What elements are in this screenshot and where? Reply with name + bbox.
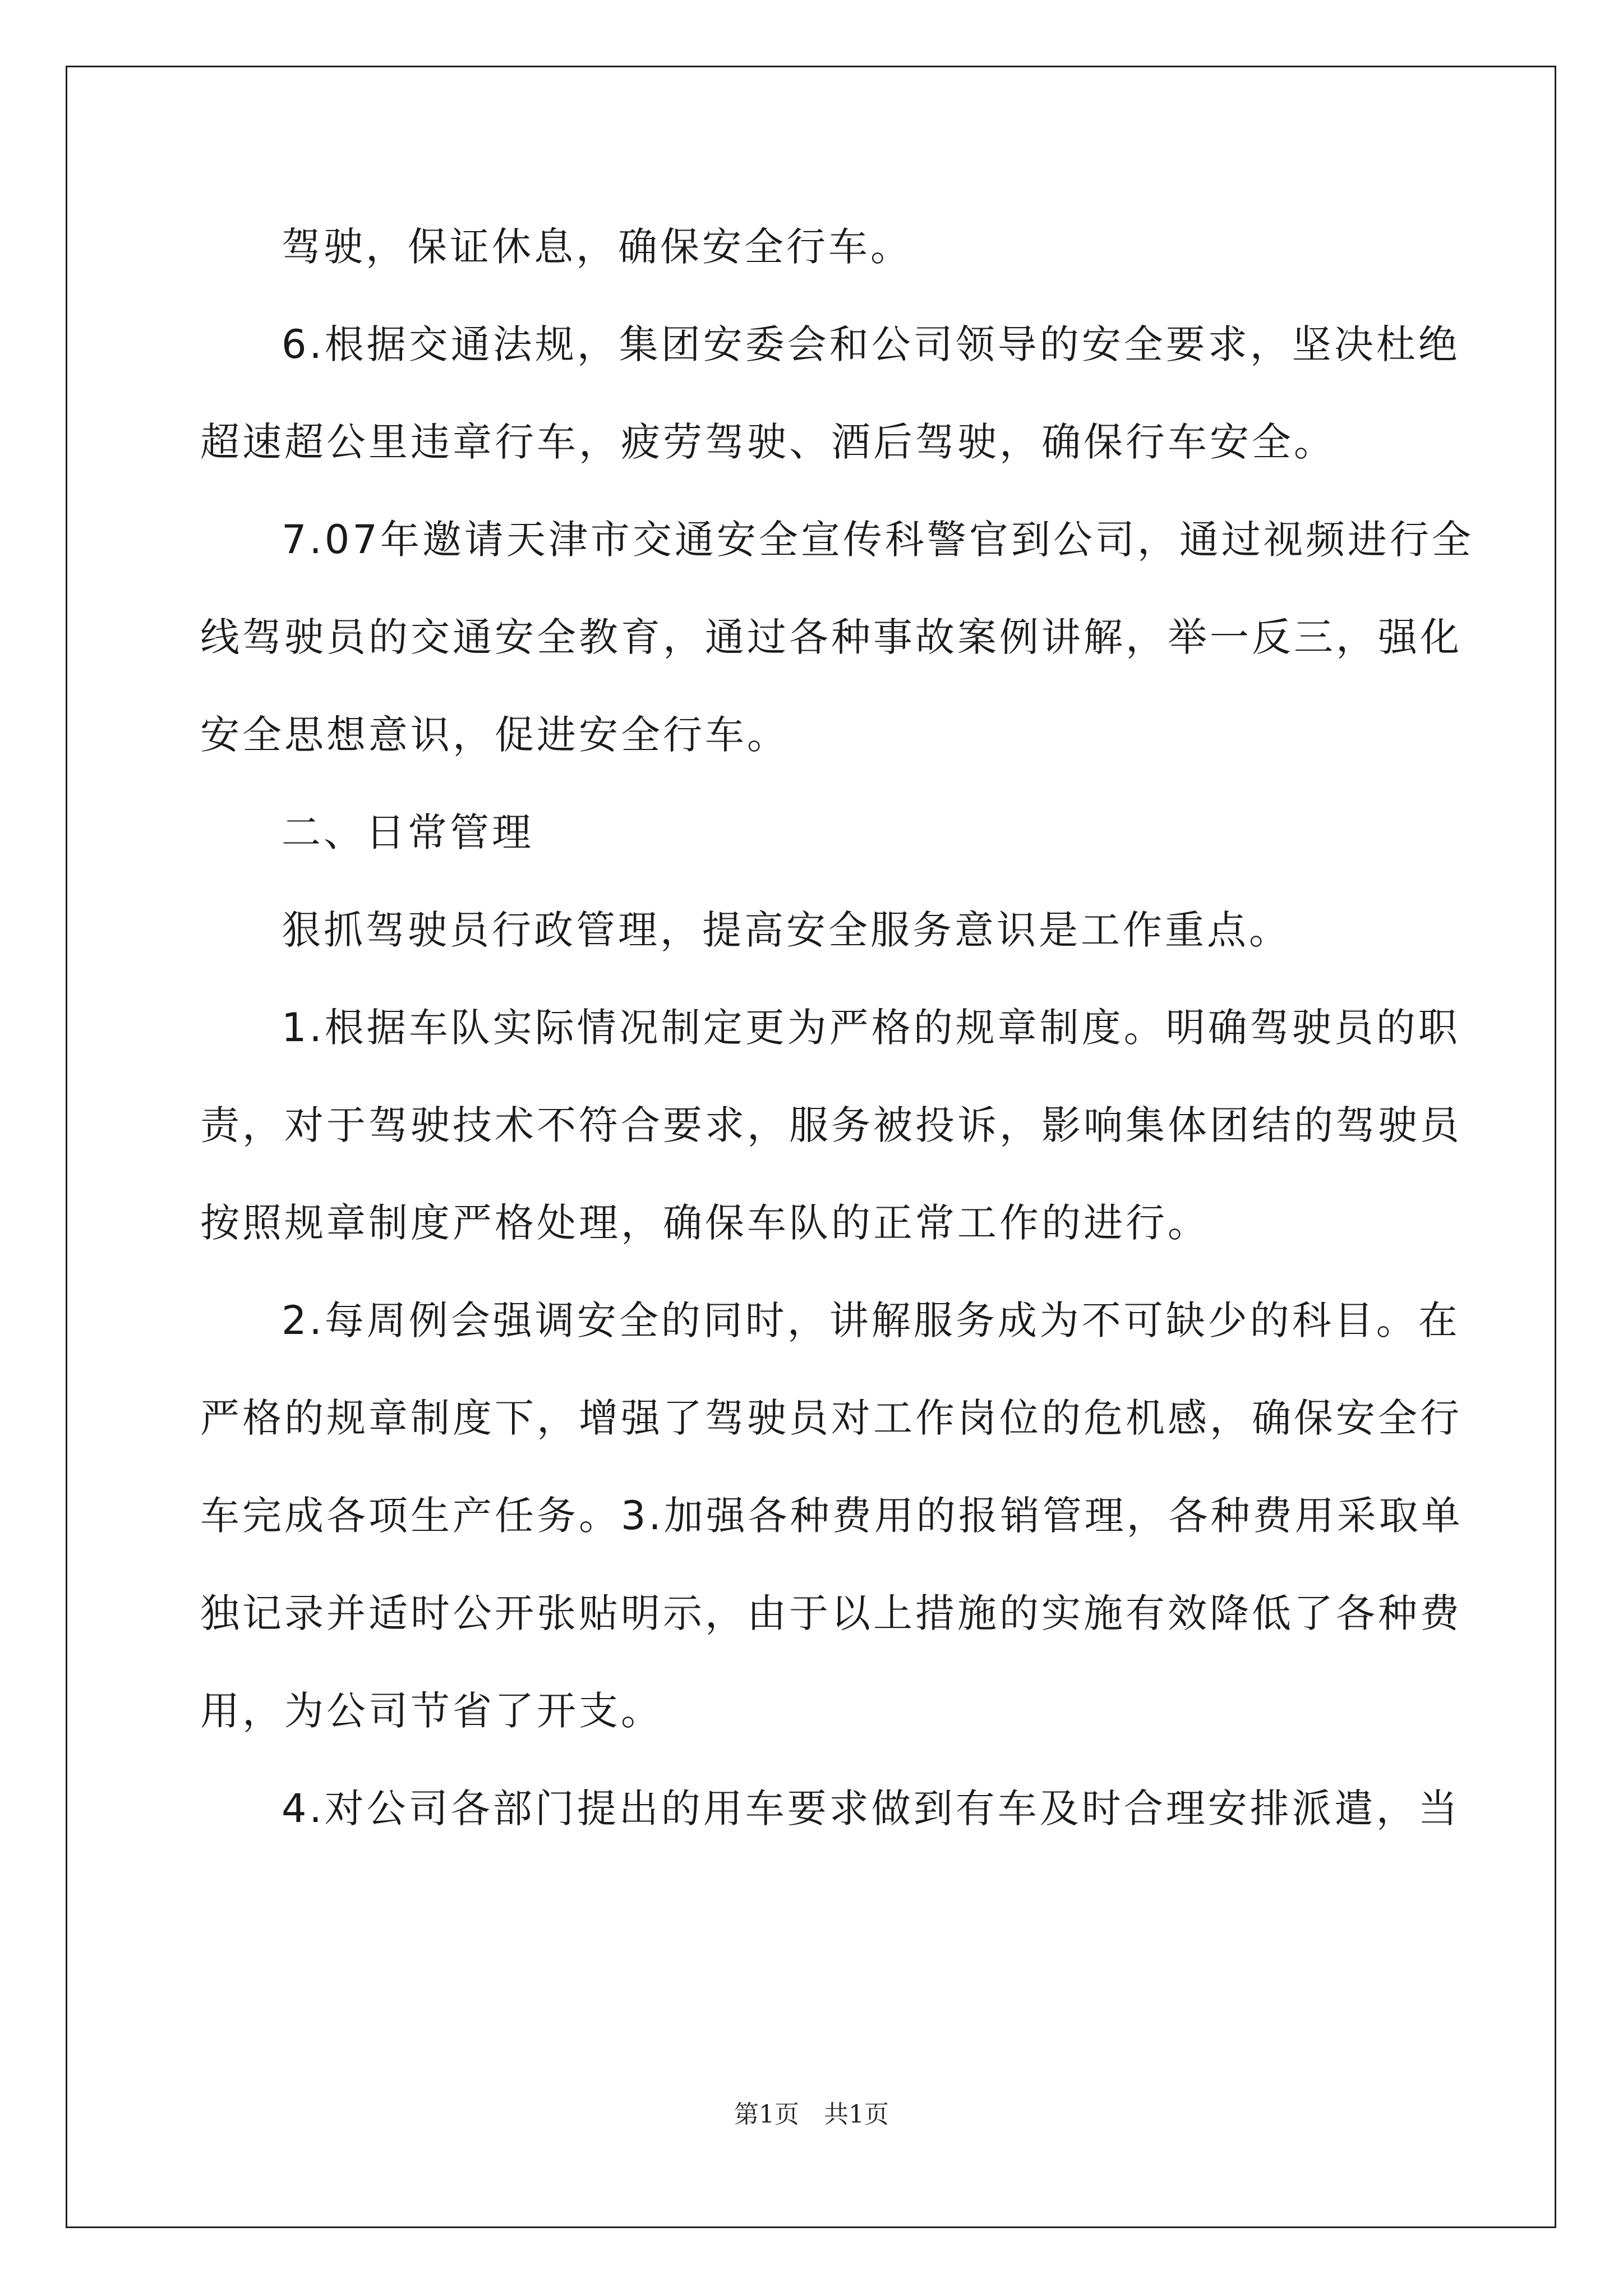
text-line: 车完成各项生产任务。3.加强各种费用的报销管理，各种费用采取单 xyxy=(200,1493,1463,1539)
text-line: 7.07年邀请天津市交通安全宣传科警官到公司，通过视频进行全 xyxy=(282,517,1474,563)
text-line: 独记录并适时公开张贴明示，由于以上措施的实施有效降低了各种费 xyxy=(200,1590,1462,1636)
text-line: 线驾驶员的交通安全教育，通过各种事故案例讲解，举一反三，强化 xyxy=(200,614,1462,660)
text-line: 2.每周例会强调安全的同时，讲解服务成为不可缺少的科目。在 xyxy=(282,1297,1460,1343)
text-line: 责，对于驾驶技术不符合要求，服务被投诉，影响集体团结的驾驶员 xyxy=(200,1102,1462,1148)
text-line: 按照规章制度严格处理，确保车队的正常工作的进行。 xyxy=(200,1200,1210,1246)
text-line: 驾驶，保证休息，确保安全行车。 xyxy=(282,224,912,270)
text-line: 4.对公司各部门提出的用车要求做到有车及时合理安排派遣，当 xyxy=(282,1786,1460,1832)
page-number-footer: 第1页 共1页 xyxy=(734,2100,889,2129)
section-heading: 二、日常管理 xyxy=(282,809,534,855)
text-line: 超速超公里违章行车，疲劳驾驶、酒后驾驶，确保行车安全。 xyxy=(200,419,1336,465)
text-line: 狠抓驾驶员行政管理，提高安全服务意识是工作重点。 xyxy=(282,907,1291,953)
text-line: 1.根据车队实际情况制定更为严格的规章制度。明确驾驶员的职 xyxy=(282,1005,1460,1051)
document-body xyxy=(200,213,1474,1872)
text-line: 6.根据交通法规，集团安委会和公司领导的安全要求，坚决杜绝 xyxy=(282,321,1460,367)
text-line: 用，为公司节省了开支。 xyxy=(200,1688,663,1734)
text-line: 严格的规章制度下，增强了驾驶员对工作岗位的危机感，确保安全行 xyxy=(200,1395,1462,1441)
text-line: 安全思想意识，促进安全行车。 xyxy=(200,712,789,758)
